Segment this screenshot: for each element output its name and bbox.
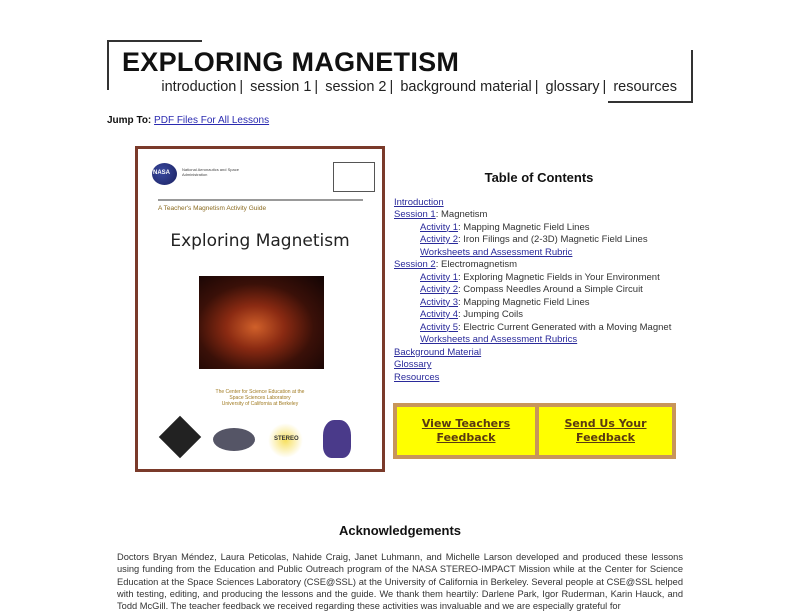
mission-logos bbox=[158, 417, 368, 462]
toc-item bbox=[394, 284, 684, 297]
toc-link-s1-activity-1[interactable]: Activity 1 bbox=[420, 221, 459, 233]
header-bracket-right bbox=[691, 50, 693, 102]
toc-item-text: : Exploring Magnetic Fields in Your Environment bbox=[458, 271, 660, 283]
send-feedback-cell bbox=[537, 405, 674, 457]
institution-line: Space Sciences Laboratory bbox=[229, 395, 291, 401]
toc-link-s1-worksheets[interactable]: Worksheets and Assessment Rubric bbox=[420, 246, 573, 258]
toc-item-text: : Electric Current Generated with a Moving Magnet bbox=[458, 321, 672, 333]
site-header bbox=[107, 40, 693, 102]
toc-link-resources[interactable]: Resources bbox=[394, 371, 440, 383]
nav-separator: | bbox=[314, 79, 319, 95]
nav-separator: | bbox=[602, 79, 607, 95]
acknowledgements-text: Doctors Bryan Méndez, Laura Peticolas, Nahide Craig, Janet Luhmann, and Michelle Larson developed and produced these lessons using funding from the Education and Public Outreach program of the NASA STEREO-IMPACT Mission while at the Center for Science Education at the Space Sciences Laboratory (CSE@SSL) at the University of California in Berkeley. Several people at CSE@SSL helped with testing, editing, and producing the lessons and the guide. We thank them heartily: Darlene Park, Igor Ruderman, Karin Hauck, and Todd McGill. The teacher feedback we received regarding these activities was invaluable and we are especially grateful for bbox=[117, 552, 683, 612]
toc-item bbox=[394, 272, 684, 285]
toc-link-background-material[interactable]: Background Material bbox=[394, 346, 482, 358]
nav-session-1[interactable]: session 1 bbox=[250, 79, 312, 95]
toc-item bbox=[394, 222, 684, 235]
institution-line: The Center for Science Education at the bbox=[215, 389, 305, 395]
themis-logo-icon bbox=[213, 428, 255, 451]
toc-item bbox=[394, 322, 684, 335]
toc-link-introduction[interactable]: Introduction bbox=[394, 196, 444, 208]
toc-link-s1-activity-2[interactable]: Activity 2 bbox=[420, 234, 459, 245]
nav-background-material[interactable]: background material bbox=[400, 79, 532, 95]
toc-item bbox=[394, 347, 684, 360]
toc-item bbox=[394, 234, 684, 247]
nav-separator: | bbox=[389, 79, 394, 95]
toc-item-text: : Jumping Coils bbox=[458, 309, 523, 320]
toc-item-text: : Electromagnetism bbox=[435, 259, 518, 270]
stereo-logo-icon bbox=[268, 423, 303, 458]
stereo-label: STEREO bbox=[274, 436, 299, 442]
jump-to bbox=[107, 115, 269, 126]
cover-subtitle: A Teacher's Magnetism Activity Guide bbox=[158, 205, 267, 212]
toc-item bbox=[394, 209, 684, 222]
toc-item bbox=[394, 197, 684, 210]
feedback-table bbox=[393, 403, 676, 459]
toc-link-s2-activity-5[interactable]: Activity 5 bbox=[420, 321, 459, 333]
toc-item-text: : Mapping Magnetic Field Lines bbox=[458, 221, 590, 233]
send-feedback-link[interactable]: Send Us Your Feedback bbox=[564, 417, 647, 444]
toc-item-text: : Compass Needles Around a Simple Circuit bbox=[458, 284, 643, 295]
mission-badge-icon bbox=[323, 420, 351, 458]
view-teachers-feedback-link[interactable]: View Teachers Feedback bbox=[421, 417, 511, 444]
toc-item bbox=[394, 359, 684, 372]
acknowledgements-title: Acknowledgements bbox=[338, 523, 462, 538]
header-bracket-top bbox=[107, 40, 202, 42]
nav-glossary[interactable]: glossary bbox=[545, 79, 600, 95]
cover-title: Exploring Magnetism bbox=[170, 231, 350, 251]
jump-label: Jump To: bbox=[107, 115, 152, 126]
toc-link-s2-activity-1[interactable]: Activity 1 bbox=[420, 271, 459, 283]
cover-institution bbox=[138, 389, 382, 407]
table-of-contents bbox=[394, 172, 684, 384]
header-bracket-left bbox=[107, 40, 109, 90]
header-bracket-bottom bbox=[608, 101, 693, 103]
solar-prominence-image bbox=[199, 276, 324, 369]
toc-item-text: : Magnetism bbox=[435, 209, 488, 220]
toc-link-s2-activity-3[interactable]: Activity 3 bbox=[420, 296, 459, 308]
agency-name: National Aeronautics and Space Administration bbox=[182, 167, 239, 177]
acknowledgements-section bbox=[117, 523, 683, 612]
toc-item-text: : Iron Filings and (2-3D) Magnetic Field Lines bbox=[458, 234, 648, 245]
cover-divider bbox=[158, 199, 363, 201]
nav-separator: | bbox=[239, 79, 244, 95]
mission-patch-icon bbox=[159, 416, 201, 458]
nasa-logo-icon bbox=[152, 163, 177, 185]
toc-link-session-1[interactable]: Session 1 bbox=[394, 209, 436, 220]
guide-cover-image bbox=[135, 146, 385, 472]
toc-item bbox=[394, 247, 684, 260]
nav-session-2[interactable]: session 2 bbox=[325, 79, 387, 95]
toc-item bbox=[394, 334, 684, 347]
toc-link-glossary[interactable]: Glossary bbox=[394, 359, 432, 370]
institution-line: University of California at Berkeley bbox=[221, 401, 299, 407]
nav-introduction[interactable]: introduction bbox=[161, 79, 237, 95]
main-nav bbox=[161, 79, 677, 95]
nav-resources[interactable]: resources bbox=[613, 79, 677, 95]
nav-separator: | bbox=[534, 79, 539, 95]
toc-item bbox=[394, 309, 684, 322]
site-title: EXPLORING MAGNETISM bbox=[122, 47, 460, 77]
toc-item bbox=[394, 372, 684, 385]
toc-item bbox=[394, 297, 684, 310]
toc-title: Table of Contents bbox=[484, 170, 594, 185]
toc-link-s2-worksheets[interactable]: Worksheets and Assessment Rubrics bbox=[420, 334, 578, 345]
pdf-files-link[interactable]: PDF Files For All Lessons bbox=[154, 115, 270, 126]
toc-link-s2-activity-4[interactable]: Activity 4 bbox=[420, 309, 459, 320]
toc-item-text: : Mapping Magnetic Field Lines bbox=[458, 296, 590, 308]
view-feedback-cell bbox=[395, 405, 537, 457]
toc-item bbox=[394, 259, 684, 272]
toc-link-s2-activity-2[interactable]: Activity 2 bbox=[420, 284, 459, 295]
toc-link-session-2[interactable]: Session 2 bbox=[394, 259, 436, 270]
educational-product-box bbox=[333, 162, 375, 192]
